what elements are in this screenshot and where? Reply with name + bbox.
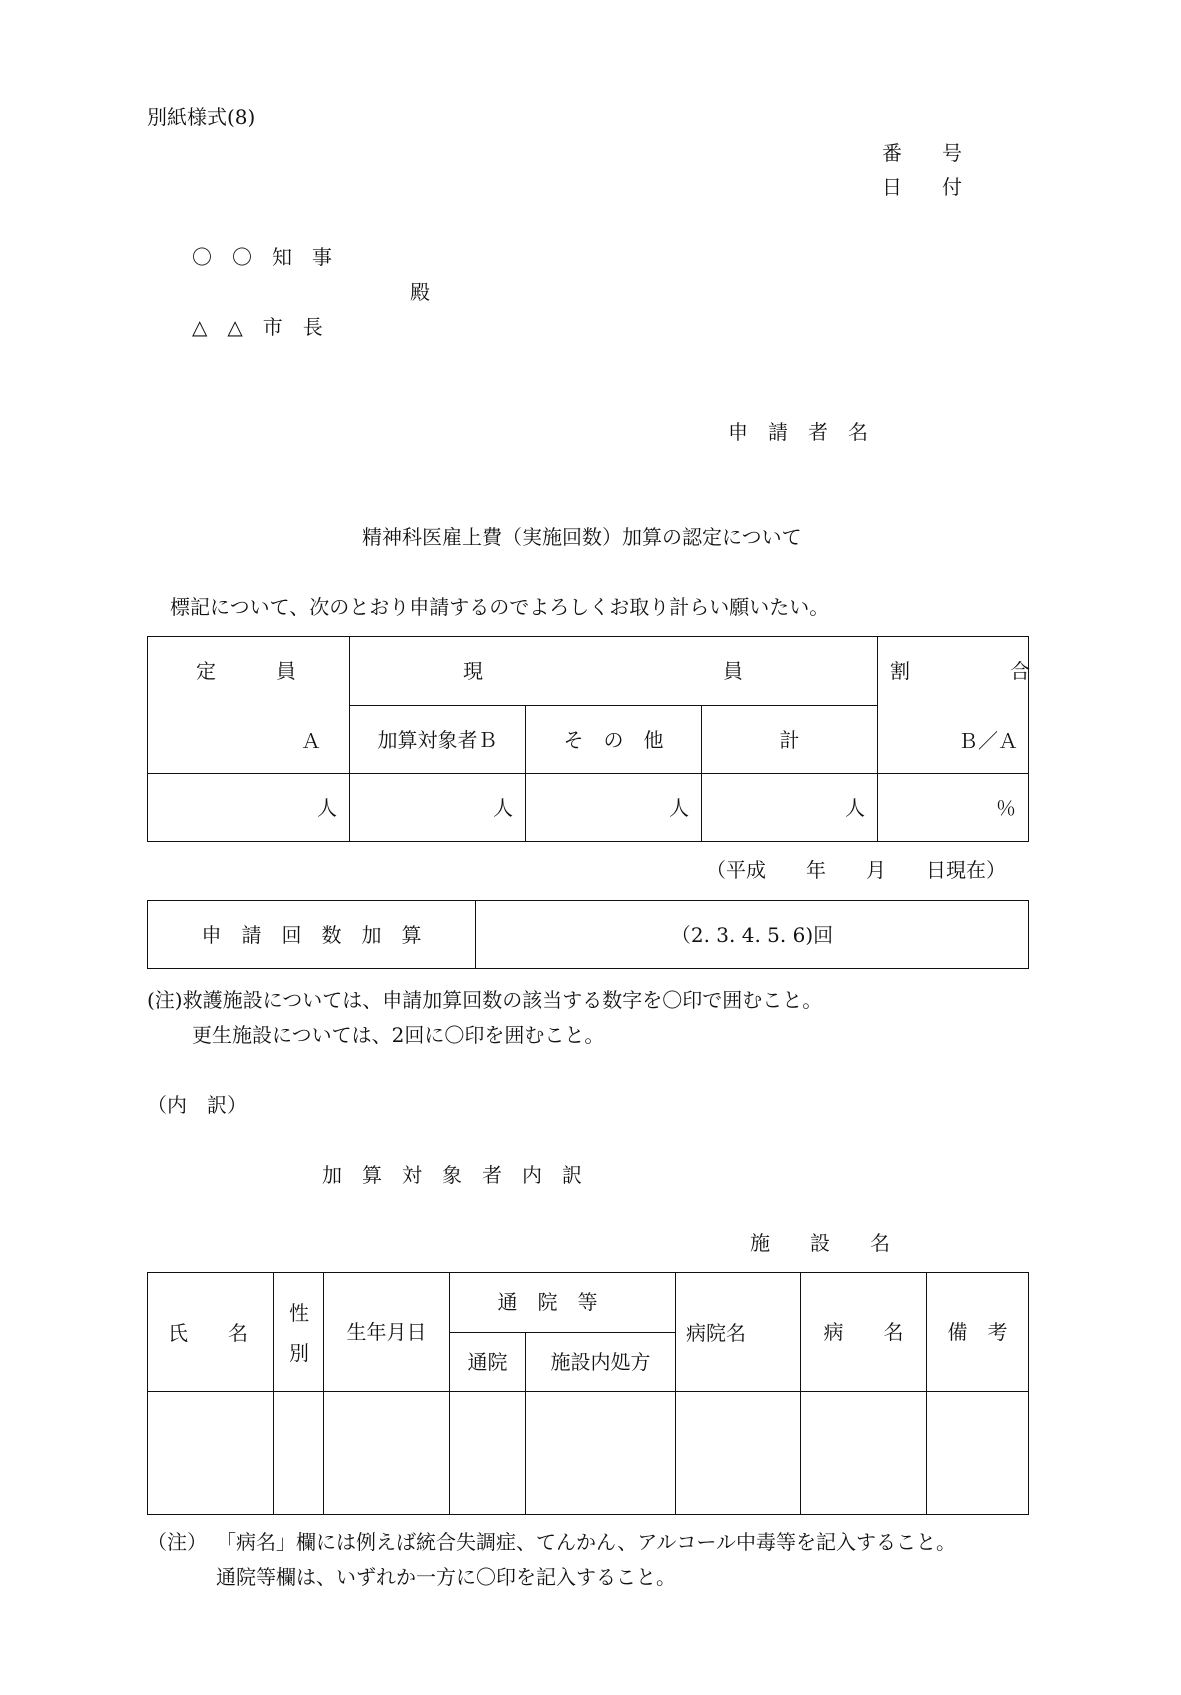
dob-header-label: 生年月日 bbox=[346, 1320, 427, 1344]
addressee-honorific: 殿 bbox=[410, 280, 430, 304]
capacity-label: 定 員 bbox=[196, 659, 296, 683]
breakdown-title: 加 算 対 象 者 内 訳 bbox=[322, 1163, 582, 1187]
current-staff-header bbox=[350, 637, 878, 706]
document-title: 精神科医雇上費（実施回数）加算の認定について bbox=[362, 525, 802, 549]
target-b-header bbox=[350, 706, 526, 774]
staff-table bbox=[147, 636, 1029, 842]
ratio-value-cell[interactable] bbox=[878, 774, 1029, 842]
disease-entry-cell[interactable] bbox=[801, 1392, 927, 1515]
ratio-formula: Ｂ／Ａ bbox=[958, 729, 1019, 753]
unit-percent: ％ bbox=[996, 795, 1017, 820]
visit-header-label: 通院 bbox=[467, 1349, 508, 1374]
visit-header bbox=[450, 1332, 526, 1392]
visit-entry-cell[interactable] bbox=[450, 1392, 526, 1515]
patient-table bbox=[147, 1272, 1029, 1515]
application-count-value: （2. 3. 4. 5. 6)回 bbox=[670, 922, 834, 947]
in-facility-rx-entry-cell[interactable] bbox=[526, 1392, 676, 1515]
name-header bbox=[148, 1273, 274, 1392]
target-b-label: 加算対象者Ｂ bbox=[377, 727, 498, 752]
name-entry-cell[interactable] bbox=[148, 1392, 274, 1515]
sex-entry-cell[interactable] bbox=[274, 1392, 324, 1515]
addressee-mayor: △ △ 市 長 bbox=[192, 315, 323, 339]
visit-group-header bbox=[450, 1273, 676, 1333]
capacity-value-cell[interactable] bbox=[148, 774, 350, 842]
remarks-header bbox=[927, 1273, 1029, 1392]
note1-line1: (注)救護施設については、申請加算回数の該当する数字を〇印で囲むこと。 bbox=[147, 988, 823, 1012]
note1-line2: 更生施設については、2回に〇印を囲むこと。 bbox=[192, 1023, 605, 1047]
sex-header-label-1: 性 bbox=[289, 1301, 309, 1325]
as-of-date: （平成 年 月 日現在） bbox=[706, 858, 1006, 882]
applicant-name-label: 申 請 者 名 bbox=[728, 420, 868, 444]
form-id: 別紙様式(8) bbox=[147, 105, 256, 129]
name-header-label: 氏 名 bbox=[168, 1321, 248, 1345]
sex-header-label-2: 別 bbox=[289, 1341, 309, 1365]
ratio-label: 割 合 bbox=[890, 659, 1031, 683]
visit-group-label: 通 院 等 bbox=[497, 1290, 598, 1315]
other-label: そ の 他 bbox=[563, 727, 664, 752]
note2-prefix: （注） bbox=[147, 1530, 207, 1554]
application-count-label: 申 請 回 数 加 算 bbox=[201, 922, 422, 947]
total-header bbox=[702, 706, 878, 774]
unit-person: 人 bbox=[493, 795, 513, 820]
remarks-header-label: 備 考 bbox=[947, 1320, 1008, 1344]
ratio-cell bbox=[878, 637, 1029, 774]
unit-person: 人 bbox=[669, 795, 689, 820]
current-staff-label: 現 員 bbox=[463, 659, 743, 683]
total-label: 計 bbox=[779, 727, 800, 752]
dob-header bbox=[324, 1273, 450, 1392]
note2-line2: 通院等欄は、いずれか一方に〇印を記入すること。 bbox=[216, 1565, 676, 1589]
date-label: 日 付 bbox=[882, 175, 962, 199]
application-count-label-cell bbox=[148, 901, 476, 969]
sex-header bbox=[274, 1273, 324, 1392]
remarks-entry-cell[interactable] bbox=[927, 1392, 1029, 1515]
addressee-governor: 〇 〇 知 事 bbox=[192, 245, 332, 269]
breakdown-label: （内 訳） bbox=[147, 1093, 247, 1117]
hospital-header bbox=[676, 1273, 801, 1392]
disease-header bbox=[801, 1273, 927, 1392]
hospital-header-label: 病院名 bbox=[686, 1321, 746, 1345]
dob-entry-cell[interactable] bbox=[324, 1392, 450, 1515]
facility-name-label: 施 設 名 bbox=[750, 1231, 890, 1255]
capacity-a-label: Ａ bbox=[301, 729, 321, 753]
unit-person: 人 bbox=[317, 795, 337, 820]
intro-text: 標記について、次のとおり申請するのでよろしくお取り計らい願いたい。 bbox=[170, 595, 830, 619]
target-b-value-cell[interactable] bbox=[350, 774, 526, 842]
hospital-entry-cell[interactable] bbox=[676, 1392, 801, 1515]
other-header bbox=[526, 706, 702, 774]
note2-line1: 「病名」欄には例えば統合失調症、てんかん、アルコール中毒等を記入すること。 bbox=[216, 1530, 956, 1554]
other-value-cell[interactable] bbox=[526, 774, 702, 842]
in-facility-rx-header bbox=[526, 1332, 676, 1392]
application-count-table bbox=[147, 900, 1029, 969]
disease-header-label: 病 名 bbox=[823, 1320, 904, 1344]
in-facility-rx-label: 施設内処方 bbox=[550, 1349, 651, 1374]
unit-person: 人 bbox=[845, 795, 866, 820]
capacity-cell bbox=[148, 637, 350, 774]
total-value-cell[interactable] bbox=[702, 774, 878, 842]
number-label: 番 号 bbox=[882, 141, 962, 165]
application-count-value-cell[interactable] bbox=[476, 901, 1029, 969]
